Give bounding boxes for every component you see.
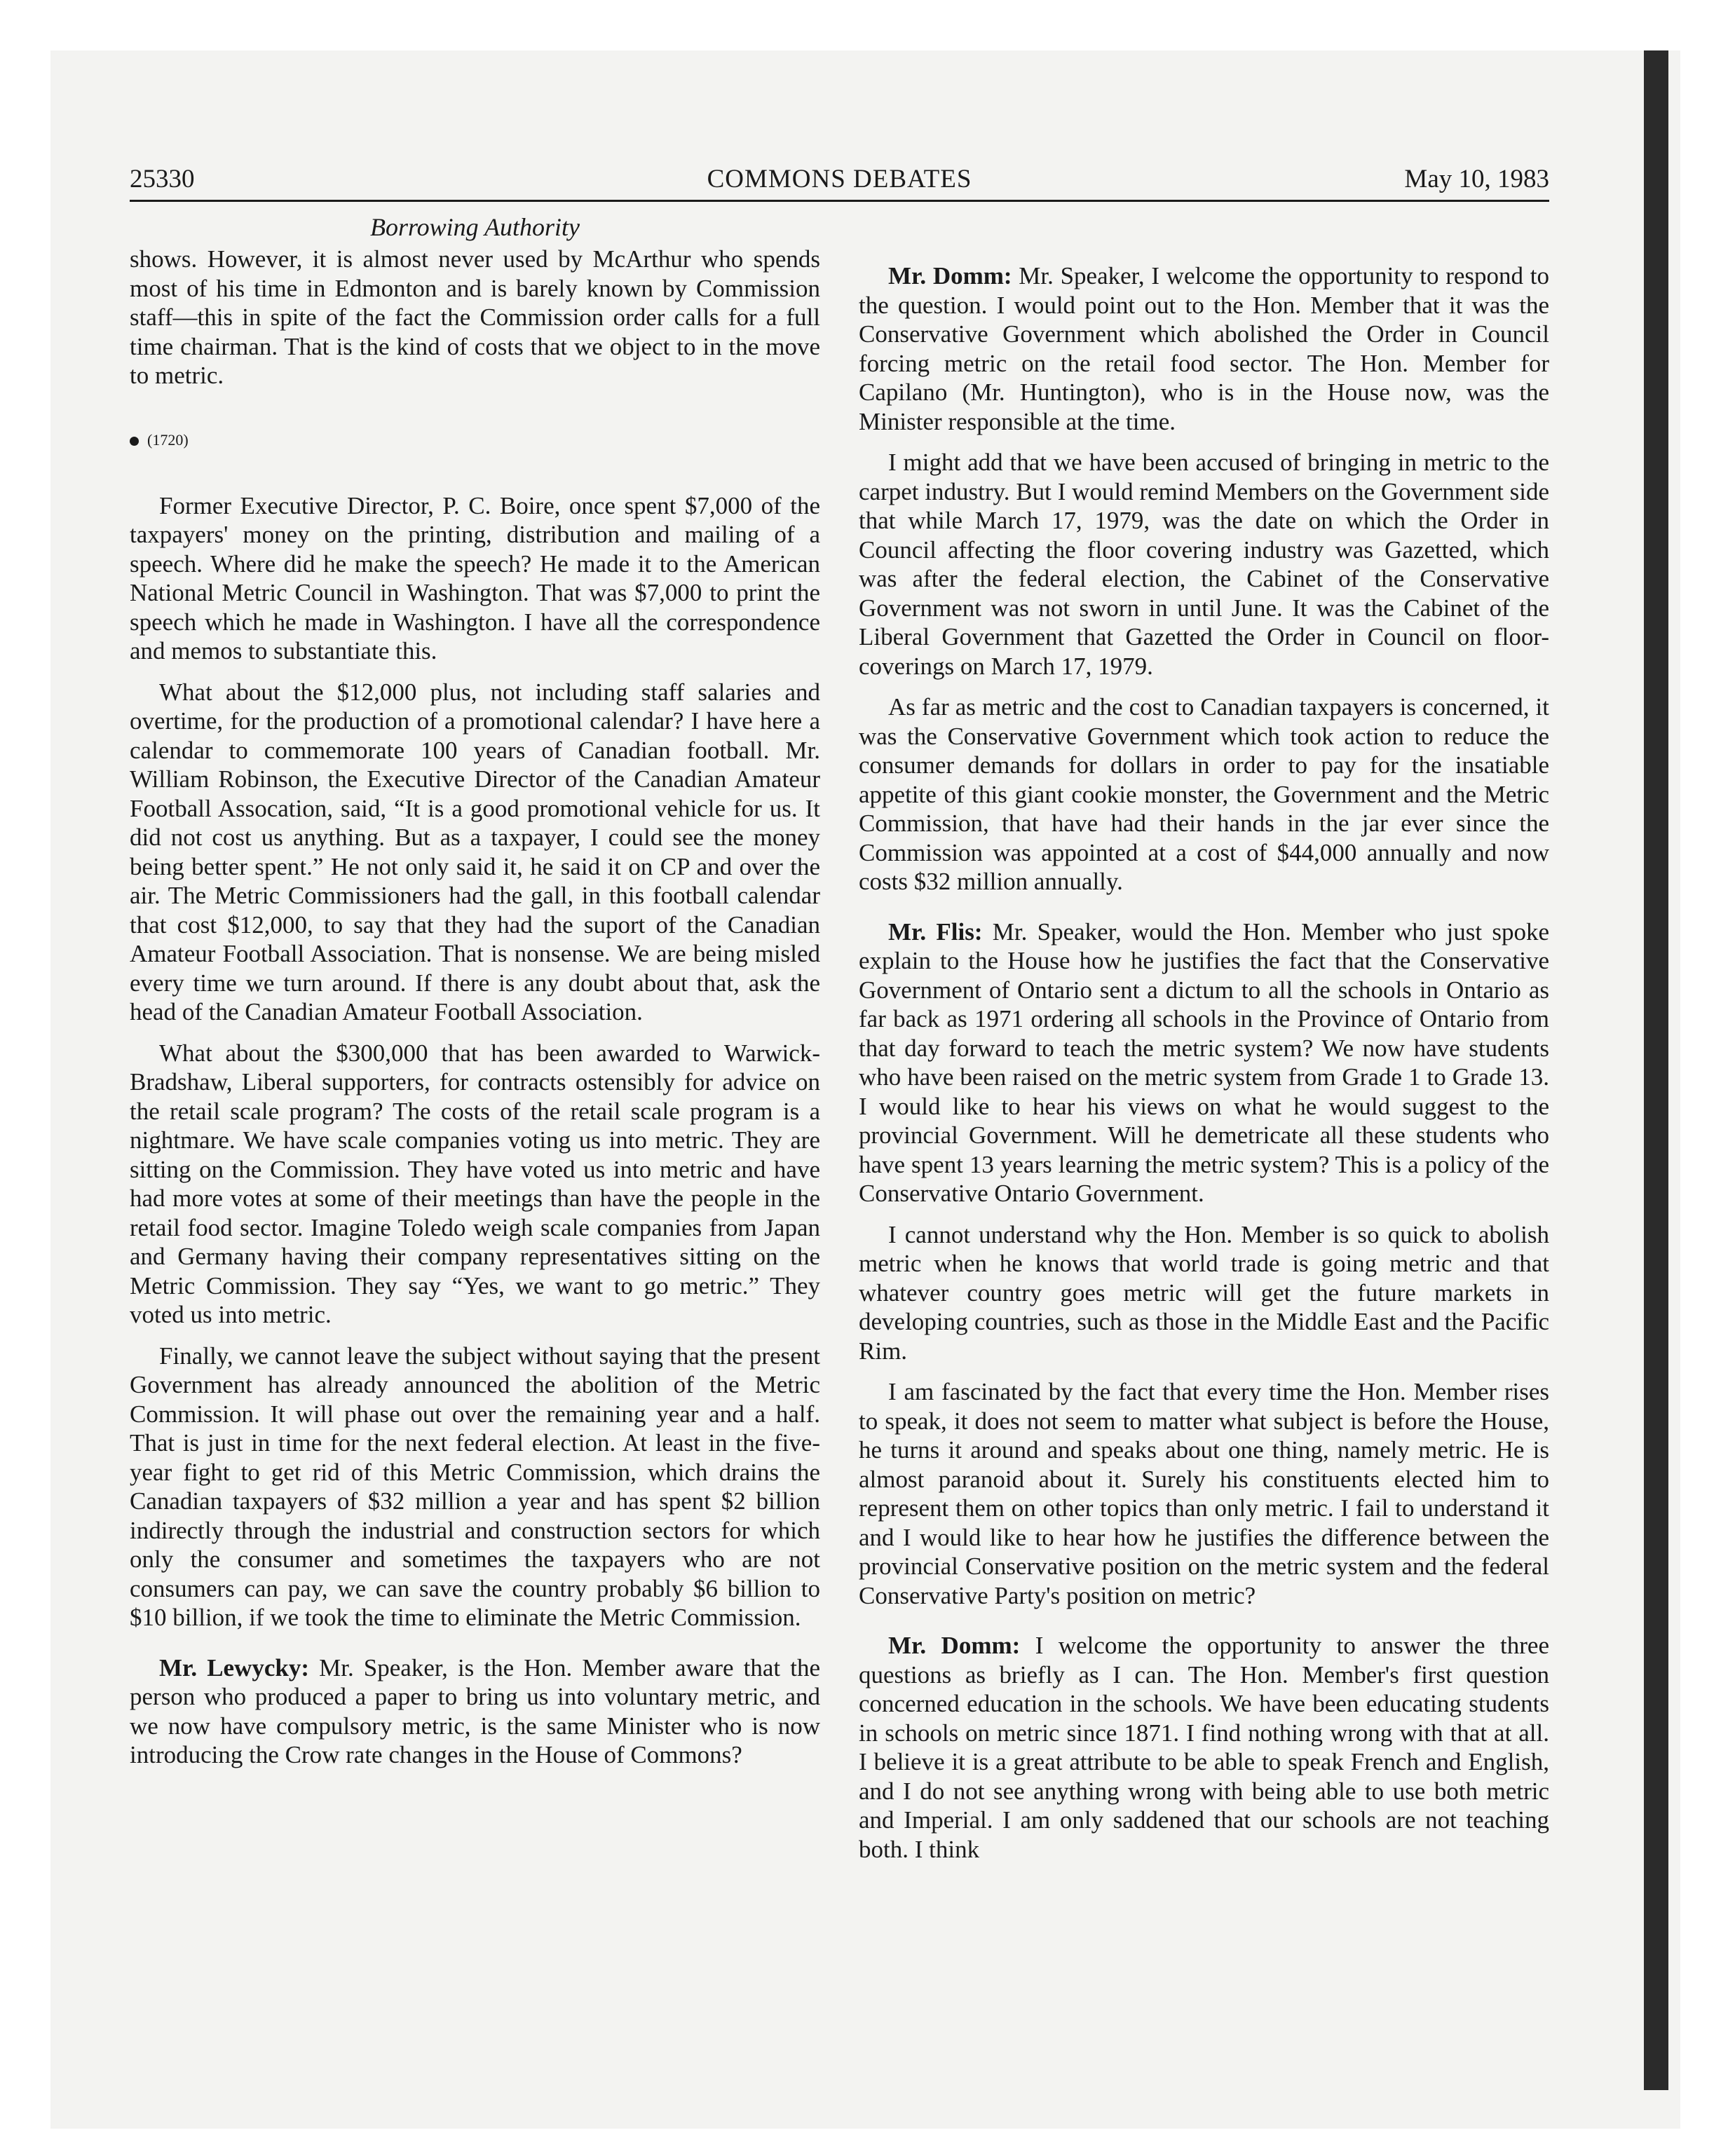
speaker-name: Mr. Domm:: [888, 1632, 1021, 1659]
speech-paragraph: [859, 261, 1549, 436]
paragraph: shows. However, it is almost never used by McArthur who spends most of his time in Edmonton and is barely known by Commission staff—this in spite of the fact the Commission order calls for a full time chairman. That is the kind of costs that we object to in the move to metric.: [130, 245, 820, 389]
page-date: May 10, 1983: [1404, 165, 1549, 193]
paragraph: Finally, we cannot leave the subject without saying that the present Government has already announced the abolition of the Metric Commission. It will phase out over the remaining year and a half. That is just in time for the next federal election. At least in the five-year fight to get rid of this Metric Commission, which drains the Canadian taxpayers of $32 million a year and has spent $2 billion indirectly through the industrial and construction sectors for which only the consumer and sometimes the taxpayers who are not consumers can pay, we can save the country probably $6 billion to $10 billion, if we took the time to eliminate the Metric Commission.: [130, 1342, 820, 1631]
bullet-icon: [130, 437, 139, 446]
right-column: [859, 261, 1549, 1876]
speech-paragraph: [859, 1631, 1549, 1864]
speech-text: Mr. Speaker, is the Hon. Member aware that the person who produced a paper to bring us into voluntary metric, and we now have compulsory metric, is the same Minister who is now introducing the Crow rate changes in the House of Commons?: [130, 1653, 820, 1768]
paragraph: What about the $300,000 that has been awarded to Warwick-Bradshaw, Liberal supporters, for contracts ostensibly for advice on the retail scale program? The costs of the retail scale program is a nightmare. We have scale companies voting us into metric. They are sitting on the Commission. They have voted us into metric and have had more votes at some of their meetings than have the people in the retail food sector. Imagine Toledo weigh scale companies from Japan and Germany having their company representatives sitting on the Metric Commission. They say “Yes, we want to go metric.” They voted us into metric.: [130, 1039, 820, 1328]
speech-text: I welcome the opportunity to answer the three questions as briefly as I can. The Hon. Member's first question concerned education in the schools. We have been educating students in schools on metric since 1871. I find nothing wrong with that at all. I believe it is a great attribute to be able to speak French and English, and I do not see anything wrong with being able to use both metric and Imperial. I am only saddened that our schools are not teaching both. I think: [859, 1632, 1549, 1863]
speech-text: Mr. Speaker, would the Hon. Member who just spoke explain to the House how he justifies the fact that the Conservative Government of Ontario sent a dictum to all the schools in Ontario as far back as 1971 ordering all schools in the Province of Ontario from that day forward to teach the metric system? We now have students who have been raised on the metric system from Grade 1 to Grade 13. I would like to hear his views on what he would suggest to the provincial Government. Will he demetricate all these students who have spent 13 years learning the metric system? This is a policy of the Conservative Ontario Government.: [859, 917, 1549, 1207]
scan-edge-shadow: [1644, 50, 1668, 2090]
page-number: 25330: [130, 165, 195, 193]
section-title: Borrowing Authority: [369, 213, 580, 241]
paragraph: I cannot understand why the Hon. Member is so quick to abolish metric when he knows that world trade is going metric and that whatever country goes metric will get the future markets in developing countries, such as those in the Middle East and the Pacific Rim.: [859, 1220, 1549, 1365]
left-column: [130, 245, 820, 1782]
paragraph: As far as metric and the cost to Canadian taxpayers is concerned, it was the Conservative Government which took action to reduce the consumer demands for dollars in order to pay for the insatiable appetite of this giant cookie monster, the Government and the Metric Commission, that have had their hands in the jar ever since the Commission was appointed at a cost of $44,000 annually and now costs $32 million annually.: [859, 693, 1549, 895]
publication-title: COMMONS DEBATES: [707, 165, 972, 193]
paragraph: I might add that we have been accused of bringing in metric to the carpet industry. But I would remind Members on the Government side that while March 17, 1979, was the date on which the Order in Council affecting the floor covering industry was Gazetted, which was after the federal election, the Cabinet of the Conservative Government was not sworn in until June. It was the Cabinet of the Liberal Government that Gazetted the Order in Council on floor-coverings on March 17, 1979.: [859, 449, 1549, 680]
speech-paragraph: [130, 1653, 820, 1770]
speech-text: Mr. Speaker, I welcome the opportunity to respond to the question. I would point out to the Hon. Member that it was the Conservative Government which abolished the Order in Council forcing metric on the retail food sector. The Hon. Member for Capilano (Mr. Huntington), who is in the House now, was the Minister responsible at the time.: [859, 262, 1549, 435]
paragraph: What about the $12,000 plus, not including staff salaries and overtime, for the production of a promotional calendar? I have here a calendar to commemorate 100 years of Canadian football. Mr. William Robinson, the Executive Director of the Canadian Amateur Football Assocation, said, “It is a good promotional vehicle for us. It did not cost us anything. But as a taxpayer, I could see the money being better spent.” He not only said it, he said it on CP and over the air. The Metric Commissioners had the gall, in this football calendar that cost $12,000, to say that they had the suport of the Canadian Amateur Football Association. That is nonsense. We are being misled every time we turn around. If there is any doubt about that, ask the head of the Canadian Amateur Football Association.: [130, 678, 820, 1025]
speech-paragraph: [859, 917, 1549, 1208]
speaker-name: Mr. Domm:: [888, 262, 1012, 289]
speaker-name: Mr. Flis:: [888, 917, 983, 946]
time-marker: [130, 430, 820, 451]
document-page: [130, 158, 1549, 1966]
paragraph: I am fascinated by the fact that every time the Hon. Member rises to speak, it does not seem to matter what subject is before the House, he turns it around and speaks about one thing, namely metric. He is almost paranoid about it. Surely his constituents elected him to represent them on other topics than only metric. I fail to understand it and I would like to hear how he justifies the difference between the provincial Conservative position on the metric system and the federal Conservative Party's position on metric?: [859, 1378, 1549, 1609]
page-header: [130, 158, 1549, 202]
paragraph: Former Executive Director, P. C. Boire, once spent $7,000 of the taxpayers' money on the printing, distribution and mailing of a speech. Where did he make the speech? He made it to the American National Metric Council in Washington. That was $7,000 to print the speech which he made in Washington. I have all the correspondence and memos to substantiate this.: [130, 491, 820, 664]
time-marker-text: (1720): [147, 430, 189, 449]
speaker-name: Mr. Lewycky:: [159, 1653, 310, 1681]
